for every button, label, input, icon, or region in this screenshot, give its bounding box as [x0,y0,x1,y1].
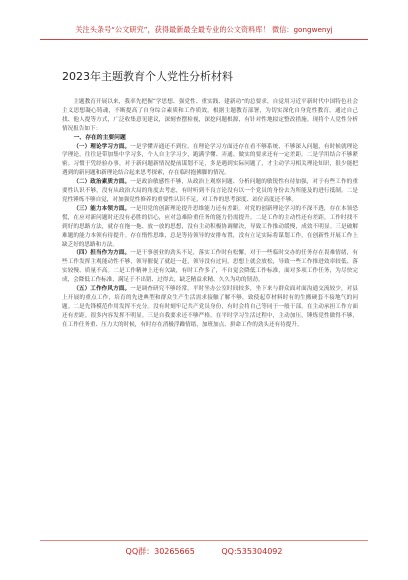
header-banner: 关注头条号“公文研究”，获得最新最全最专业的公文资料库！ 微信：gongwenyj [40,22,368,40]
document-title: 2023年主题教育个人党性分析材料 [62,70,233,83]
paragraph-style-text: 一是调查研究不够经常，平时坐办公室时间较多，坐下来与群众面对面沟通交流较少，对县上开展的重点工作，培育的先进典型和群众生产生活需求接触了解不够，致使起草材料时有的生搬硬套不接地气的问题。二是先锋模范作用发挥不充分。没有时刻牢记共产党员身份，有时会将自己等同于一般干部，在主动承担工作方面还有差距。很多内容发挥不明显。三是自我要求还不够严格。在平时学习生活过程中，主动加压，锤炼党性做得不够，在工作任务重、压力大的时候，有时存在消极浮躁情绪，加班加点、拼命工作的劲头还有待提升。 [62,286,358,328]
footer-divider [40,540,368,541]
subheading-responsibility: （四）担当作为方面。 [73,250,131,257]
paragraph-theory [62,143,358,179]
intro-paragraph: 主题教育开展以来，我率先把握“学思想、强党性、重实践、建新功”的总要求，自觉用习近平新时代中国特色社会主义思想凝心铸魂，不断提高了自身综合素质和工作质效。根据主题教育部署，为切实深化自身党性教育，通过自己找、他人提等方式，广泛收集意见建议，深刻查摆检视，深挖问题根源，有针对性地拟定整改措施。现将个人党性分析情况报告如下： [62,99,358,132]
paragraph-style [62,285,358,330]
subheading-style: （五）工作作风方面。 [73,286,131,293]
paragraph-responsibility-text: 一是干事创业的劲头不足，落实工作时有松懈，对于一些临时交办的任务存在畏难情绪，有些工作发挥主观能动性不够，领导催促了就赶一赶，领导没有过问，思想上就会放松，导致一些工作推进效率较低、落实较慢、质量不高。二是工作精神上还有欠缺，有时工作多了，不自觉会降低工作标准，面对多项工作任务，为尽快完成，会降低工作标准，满足于不出错、过得去，缺乏精益求精、久久为功的韧劲。 [62,250,358,284]
paragraph-theory-text: 一是学懂弄通还不到位。在理论学习方面还存在看不够系统、不够深入问题，有时候就理论学理论，往往是带加集中学习多，个人自主学习少，跑满学懂、弄通、做实的要求还有一定差距。二是学用结合不够紧密。习惯于凭经验办事，对于新问题新情况提前谋划不足，多是遇到实际问题了，才主动学习相关理论知识，很少能把遇到的新问题和新理论结合起来思考探索，存在临时抱佛脚的情况。 [62,143,358,177]
paragraph-ability [62,205,358,250]
document-body [62,98,358,530]
section-heading: 一、存在的主要问题 [73,134,126,141]
paragraph-responsibility [62,249,358,285]
paragraph-political-text: 一是政治敏感性不够，从政治上观察问题、分析问题的敏锐性有待加强，对于有些工作的重要性认识不够，没有从政治大局的角度去考虑，有时听到不良言论没有以一个党员的身份去为所能及的进行抵制。二是党性锤炼不够自觉，对加强党性修养的重要性认识不足，对工作的思考深度、站位高度还不够。 [62,179,358,203]
paragraph-political [62,178,358,205]
paragraph-ability-text: 一是用党的创新理论提升思维能力还有差距。对党的创新理论学习的不深不透，存在本领恐慌，在应对新问题时还没有必胜的信心，应对急难险重任务的能力仍需提升。二是工作的主动性还有差距。工作时找不到好的思路方法，就存在拖一拖、放一放的思想，没有主动积极协调解决，导致工作推动缓慢，成效不明显。三是破解难题的能力本领有待提升。存在惰性思维，总是等待领导的安排布置，没有立足实际将谋划工作，在创新性开展工作上缺乏好的思路和方法。 [62,205,358,248]
footer-qq-group: QQ群：30265665 [125,547,195,556]
subheading-political: （二）政治素质方面。 [73,179,131,186]
footer [40,546,368,558]
subheading-ability: （三）能力本领方面。 [73,205,131,212]
footer-qq: QQ:535304092 [221,547,283,556]
subheading-theory: （一）理论学习方面。 [73,143,131,150]
